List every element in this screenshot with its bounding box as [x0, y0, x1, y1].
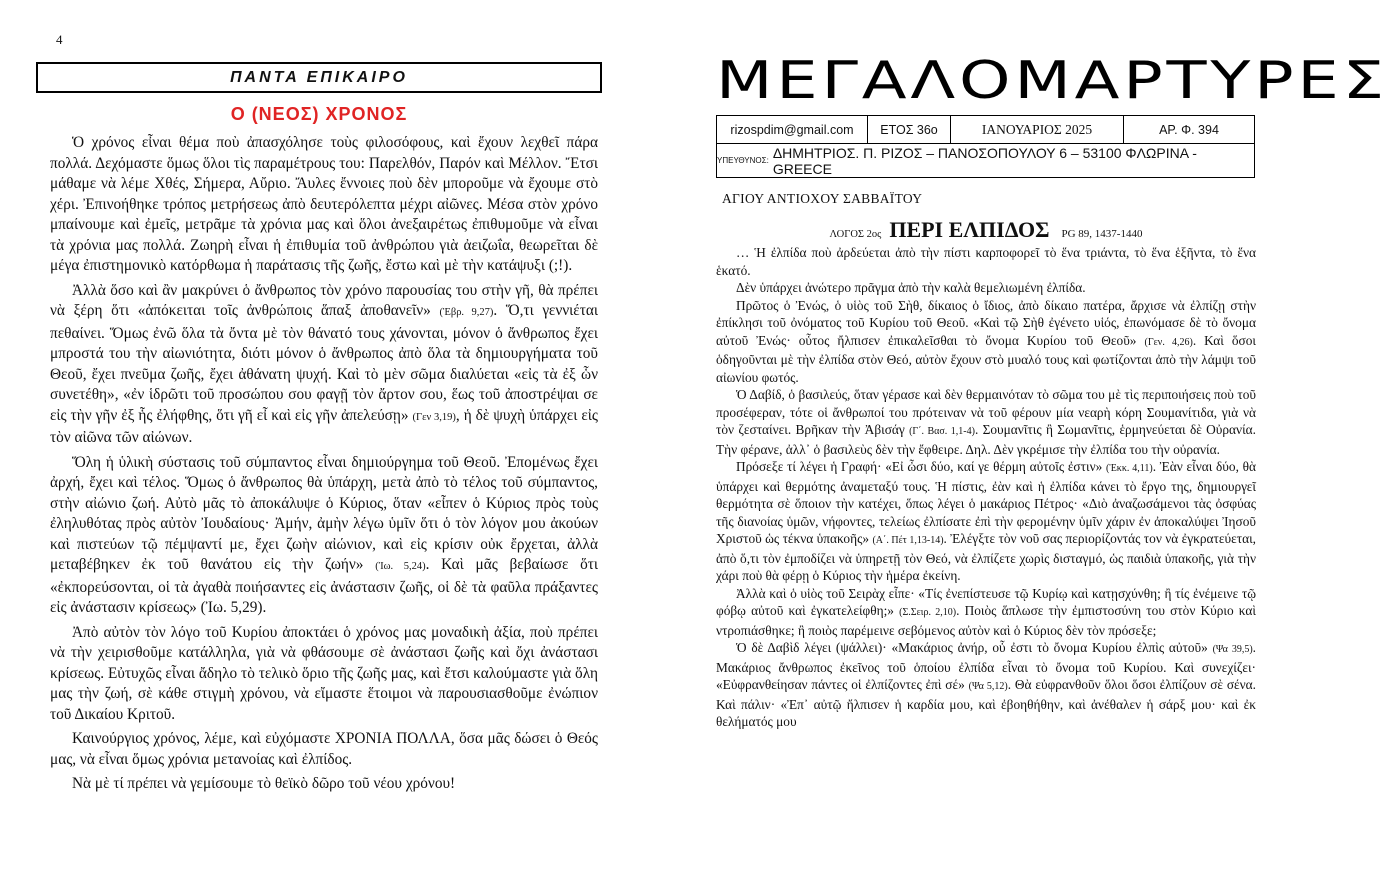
paragraph: [716, 386, 1256, 458]
paragraph: [716, 297, 1256, 387]
section-label-box: [36, 62, 602, 93]
publication-info-table: [716, 115, 1255, 178]
reference: (Γεν. 4,26): [1144, 336, 1193, 348]
reference: (Γ΄. Βασ. 1,1-4): [909, 426, 975, 437]
paragraph: [50, 281, 598, 449]
article-title: Ο (ΝΕΟΣ) ΧΡΟΝΟΣ: [230, 104, 408, 124]
text: . Ὅ,τι γεννιέται πεθαίνει. Ὅμως ἐνῶ ὅλα τὰ ὄντα μὲ τὸν θάνατό τους χάνονται, μόνον ὁ ἄνθρωπος ἔχει μπροστά του τὴν αἰωνιότητα, διότι μόνον ὁ ἄνθρωπος ἀπὸ ὅλα τὰ δημιουργήματα τοῦ Θεοῦ, ἔχει πνεῦμα ζωῆς, ἔχει ἀθάνατη ψυχή. Καὶ τὸ μὲν σῶμα διαλύεται «εἰς τὰ ἐξ ὧν συνετέθη», «ἐν ἱδρῶτι τοῦ προσώπου σου φαγῇ τὸν ἄρτον σου, ἕως τοῦ ἀποστρέψαι σε εἰς τὴν γῆν ἐξ ἧς ἐλήφθης, ὅτι γῆ εἶ καὶ εἰς γῆν ἀπελεύσῃ»: [50, 302, 599, 424]
text: Ὅλη ἡ ὑλικὴ σύστασις τοῦ σύμπαντος εἶναι δημιούργημα τοῦ Θεοῦ. Ἐπομένως ἔχει ἀρχή, ἔχει καὶ τέλος. Ὅμως ὁ ἄνθρωπος θὰ ὑπάρχη, μετὰ ἀπὸ τὸ τέλος τοῦ σύμπαντος, στὴν αἰώνιο ζωή. Αὐτὸ μᾶς τὸ ἀποκάλυψε ὁ Κύριος, ὅταν «εἶπεν ὁ Κύριος πρὸς τοὺς ἐληλυθότας πρὸς αὐτὸν Ἰουδαίους· Ἀμήν, ἀμὴν λέγω ὑμῖν ὅτι ὁ τὸν λόγον μου ἀκούων καὶ πιστεύων τῷ πέμψαντί με, ἔχει ζωὴν αἰώνιον, καὶ εἰς κρίσιν οὐκ ἔρχεται, ἀλλὰ μεταβέβηκεν ἐκ τοῦ θανάτου εἰς τὴν ζωήν»: [50, 453, 598, 573]
paragraph: Ὁ χρόνος εἶναι θέμα ποὺ ἀπασχόλησε τοὺς φιλοσόφους, καὶ ἔχουν λεχθεῖ πάρα πολλά. Δεχόμαστε ὅμως ὅλοι τὶς παραμέτρους του: Παρελθόν, Παρόν καὶ Μέλλον. Ἔτσι μάθαμε νὰ λέμε Χθές, Σήμερα, Αὔριο. Ἄυλες ἔννοιες ποὺ δὲν μποροῦμε νὰ ἔχουμε στὸ χέρι. Ἐπινοήθηκε τρόπος μετρήσεως ἀπὸ δευτερόλεπτα μέχρι αἰῶνες. Μέσα στὸν χρόνο μπαίνουμε καὶ ἐμεῖς, μετρᾶμε τὰ χρόνια μας καὶ ὅλοι ἀνεξαιρέτως ἐπιθυμοῦμε νὰ εἶναι τὰ χρόνια μας πολλά. Ζωηρὴ εἶναι ἡ ἐπιθυμία τοῦ ἀνθρώπου γιὰ ἀειζωΐα, θεωρεῖται δὲ μέγα ἐπιστημονικὸ κατόρθωμα ἡ παράτασις τῆς ζωῆς, ἔστω καὶ μὲ τὴν κατάψυξι (;!).: [50, 134, 598, 274]
article-title: ΠΕΡΙ ΕΛΠΙΔΟΣ: [889, 217, 1050, 242]
text: Πρόσεξε τί λέγει ἡ Γραφή· «Εἰ ὦσι δύο, καί γε θέρμη αὐτοῖς ἐστιν»: [736, 459, 1106, 474]
text: . Ἐλέγξτε τὸν νοῦ σας περιορίζοντάς τον νὰ ἐγκρατεύεται, ἀπὸ ὅ,τι τὸν ἐμποδίζει νὰ ὑπηρετῇ τὸν Θεό, νὰ ἐλπίζετε χωρὶς δισταγμό, ὡς παιδιὰ ὑπακοῆς, γιὰ τὴν χάρι ποὺ θὰ φέρῃ ὁ Κύριος τὴν ἡμέρα ἐκείνη.: [716, 531, 1257, 583]
left-page: [36, 62, 602, 799]
masthead-title: ΜΕΓΑΛΟΜΑΡΤΥΡΕΣ: [716, 51, 1388, 111]
info-row: [717, 116, 1254, 144]
article-heading: [716, 217, 1256, 243]
page-number: 4: [56, 32, 63, 47]
reference: (Ψα 39,5): [1212, 644, 1253, 655]
paragraph: [716, 639, 1256, 731]
article-body: [716, 244, 1256, 731]
reference: (Σ.Σειρ. 2,10): [899, 607, 957, 618]
text: . Μακάριος ἄνθρωπος ἐκεῖνος τοῦ ὁποίου ἐλπίδα εἶναι τὸ ὄνομα τοῦ Κυρίου. Καὶ συνεχίζει· «Εὐφρανθείησαν πάντες οἱ ἐλπίζοντες ἐπὶ σέ»: [716, 640, 1256, 692]
text: . Καὶ μᾶς βεβαίωσε ὅτι «ἐκπορεύσονται, οἱ τὰ ἀγαθὰ ποιήσαντες εἰς ἀνάστασιν ζωῆς, οἱ δὲ τὰ φαῦλα πράξαντες εἰς ἀνάστασιν κρίσεως» (Ἰω. 5,29).: [50, 556, 599, 616]
text: Πρῶτος ὁ Ἐνώς, ὁ υἱὸς τοῦ Σὴθ, δίκαιος ὁ ἴδιος, ἀπὸ δίκαιο πατέρα, ἄρχισε νὰ ἐλπίζῃ στὴν ἐπίκλησι τοῦ ὀνόματος τοῦ Κυρίου τοῦ Θεοῦ. «Καὶ τῷ Σὴθ ἐγένετο υἱός, ἐπωνόμασε δὲ τὸ ὄνομα αὐτοῦ Ἐνώς· οὗτος ἤλπισεν ἐπικαλεῖσθαι τὸ ὄνομα Κυρίου τοῦ Θεοῦ»: [716, 297, 1256, 348]
responsible-label: ΥΠΕΥΘΥΝΟΣ:: [717, 156, 769, 165]
reference: (Γεν 3,19): [412, 411, 456, 423]
article-body: [36, 133, 602, 795]
text: . Σουμανῖτις ἢ Σωμανῖτις, ἑρμηνεύεται δὲ Οὐρανία. Τὴν φέρανε, ἀλλ᾽ ὁ βασιλεὺς δὲν τὴν ἔφθειρε. Δηλ. Δὲν γκρέμισε τὴν ἐλπίδα του τὴν οὐρανία.: [716, 422, 1256, 457]
year-cell: ΕΤΟΣ 36ο: [868, 116, 951, 143]
paragraph: [50, 453, 598, 619]
patrologia-reference: PG 89, 1437-1440: [1061, 228, 1143, 240]
article-source: ΑΓΙΟΥ ΑΝΤΙΟΧΟΥ ΣΑΒΒΑΪΤΟΥ: [722, 191, 923, 206]
paragraph: [716, 458, 1256, 585]
text: . Καὶ ὅσοι ὁδηγοῦνται μὲ τὴν ἐλπίδα στὸν Θεό, αὐτὸν ἔχουν στὸ μυαλό τους καὶ φωτίζονται ἀπὸ τὴν λάμψι τοῦ αἰωνίου φωτός.: [716, 332, 1256, 385]
responsible-row: [717, 144, 1254, 177]
text: Ἀλλὰ καὶ ὁ υἱὸς τοῦ Σειρὰχ εἶπε· «Τίς ἐνεπίστευσε τῷ Κυρίῳ καὶ κατῃσχύνθη; ἢ τίς ἐνέμεινε τῷ φόβῳ αὐτοῦ καὶ ἐγκατελείφθη;»: [716, 585, 1256, 618]
responsible-text: ΔΗΜΗΤΡΙΟΣ. Π. ΡΙΖΟΣ – ΠΑΝΟΣΟΠΟΥΛΟΥ 6 – 53100 ΦΛΩΡΙΝΑ - GREECE: [772, 144, 1197, 177]
discourse-number: ΛΟΓΟΣ 2ος: [829, 229, 882, 240]
paragraph: [716, 585, 1256, 640]
reference: (Ἑβρ. 9,27): [439, 307, 494, 318]
text: Ἀλλὰ ὅσο καὶ ἂν μακρύνει ὁ ἄνθρωπος τὸν χρόνο παρουσίας του στὴν γῆ, θὰ πρέπει νὰ ξέρη ὅτι «ἀπόκειται τοῖς ἀνθρώποις ἅπαξ ἀποθανεῖν»: [50, 281, 598, 319]
text: . Ἐὰν εἶναι δύο, θὰ ὑπάρχει καὶ θερμότης ἀναμεταξύ τους. Ἡ πίστις, ἐὰν καὶ ἡ ἐλπίδα κάνει τὸ ἔργο της, δημιουργεῖ θερμότητα σὲ ὅποιον τὴν κατέχει, ὅπως λέγει ὁ μακάριος Πέτρος· «Διὸ ἀναζωσάμενοι τὰς ὀσφύας τῆς διανοίας ὑμῶν, νήφοντες, τελείως ἐλπίσατε ἐπὶ τὴν φερομένην ὑμῖν χάριν ἐν ἀποκαλύψει Ἰησοῦ Χριστοῦ ὡς τέκνα ὑπακοῆς»: [716, 459, 1257, 546]
reference: (Ἰω. 5,24): [375, 561, 426, 572]
right-page: [716, 51, 1388, 731]
section-label: ΠΑΝΤΑ ΕΠΙΚΑΙΡΟ: [230, 68, 408, 86]
text: Ὁ δὲ Δαβὶδ λέγει (ψάλλει)· «Μακάριος ἀνήρ, οὗ ἐστι τὸ ὄνομα Κυρίου ἐλπὶς αὐτοῦ»: [736, 640, 1213, 655]
reference: (Α΄. Πέτ 1,13-14): [872, 535, 944, 546]
paragraph: Καινούργιος χρόνος, λέμε, καὶ εὐχόμαστε ΧΡΟΝΙΑ ΠΟΛΛΑ, ὅσα μᾶς δώσει ὁ Θεός μας, νὰ εἶναι ὅμως χρόνια μετανοίας καὶ ἐλπίδος.: [50, 730, 598, 768]
paragraph: Νὰ μὲ τί πρέπει νὰ γεμίσουμε τὸ θεϊκὸ δῶρο τοῦ νέου χρόνου!: [72, 775, 456, 792]
text: . Ποιὸς ἅπλωσε τὴν ἐμπιστοσύνη του στὸν Κύριο καὶ ντροπιάσθηκε; ἢ ποιὸς παρέμεινε σεβόμενος αὐτὸν καὶ ὁ Κύριος δὲν τὸν πρόσεξε;: [716, 603, 1256, 638]
text: Ὁ Δαβίδ, ὁ βασιλεύς, ὅταν γέρασε καὶ δὲν θερμαινόταν τὸ σῶμα του μὲ τὶς περιποιήσεις ποὺ τοῦ προσέφεραν, τότε οἱ ἄνθρωποί του πρότειναν νὰ τοῦ φέρουν μία νεαρὴ κόρη Σουμανίτιδα, γιὰ νὰ τὸν ζεσταίνει. Βρῆκαν τὴν Ἀβισάγ: [716, 387, 1256, 437]
reference: (Ἐκκ. 4,11): [1106, 463, 1153, 474]
paragraph: … Ἡ ἐλπίδα ποὺ ἀρδεύεται ἀπὸ τὴν πίστι καρποφορεῖ τὸ ἕνα τριάντα, τὸ ἕνα ἑξῆντα, τὸ ἕνα ἑκατό.: [716, 245, 1256, 278]
month-cell: ΙΑΝΟΥΑΡΙΟΣ 2025: [951, 116, 1124, 143]
issue-cell: ΑΡ. Φ. 394: [1159, 122, 1219, 137]
reference: (Ψα 5,12): [968, 681, 1008, 692]
paragraph: Δὲν ὑπάρχει ἀνώτερο πρᾶγμα ἀπὸ τὴν καλὰ θεμελιωμένη ἐλπίδα.: [736, 280, 1086, 295]
text: , ἡ δὲ ψυχὴ ὑπάρχει εἰς τὸν αἰῶνα τῶν αἰώνων.: [50, 406, 598, 446]
email-cell: rizospdim@gmail.com: [717, 116, 868, 143]
text: . Θὰ εὐφρανθοῦν ὅλοι ὅσοι ἐλπίζουν σὲ σένα. Καὶ πάλιν· «Ἐπ᾽ αὐτῷ ἤλπισεν ἡ καρδία μου, καὶ ἐβοηθήθην, καὶ ἀνέθαλεν ἡ σάρξ μου· καὶ ἐκ θελήματός μου: [716, 677, 1257, 729]
paragraph: Ἀπὸ αὐτὸν τὸν λόγο τοῦ Κυρίου ἀποκτάει ὁ χρόνος μας μοναδικὴ ἀξία, ποὺ πρέπει νὰ τὴν χειρισθοῦμε κατάλληλα, γιὰ νὰ φθάσουμε σὲ ἀνάστασι ζωῆς καὶ ὄχι ἀνάστασι κρίσεως. Εὐτυχῶς εἶναι ἄδηλο τὸ τελικὸ ὅριο τῆς ζωῆς μας, καὶ ἔτσι καλούμαστε γιὰ ὅλη μας τὴν ζωή, σὲ κάθε στιγμὴ χρόνου, νὰ εἴμαστε ἕτοιμοι νὰ παρουσιασθοῦμε ἐνώπιον τοῦ Δικαίου Κριτοῦ.: [50, 623, 598, 723]
